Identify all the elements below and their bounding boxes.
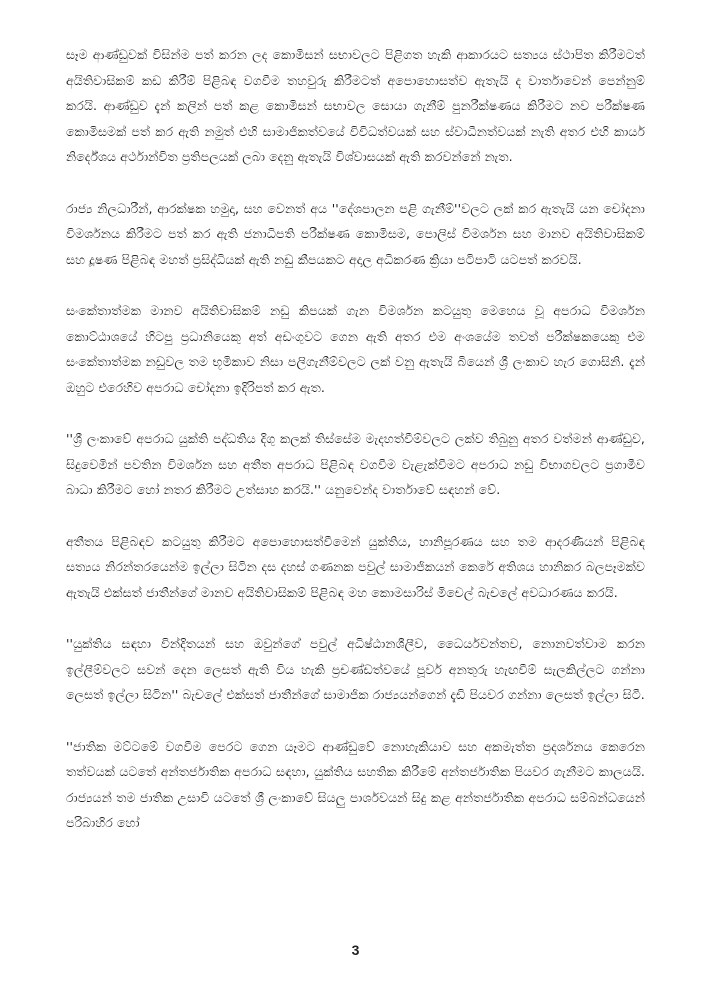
paragraph-presidential-commission: රාජ්‍ය නිලධාරීන්, ආරක්ෂක හමුදා, සහ වෙනත් අය ''දේශපාලන පළි ගැනීම්''වලට ලක් කර ඇතැයි යන චෝදනා විමර්ශනය කිරීමට පත් කර ඇති ජනාධිපති පරීක්ෂණ කොමිසම, පොලිස් විමර්ශන සහ මානව අයිතිවාසිකම් සහ දූෂණ පිළිබඳ මහත් ප්‍රසිද්ධියක් ඇති නඩු කීපයකට අදාල අධිකරණ ක්‍රියා පටිපාටි යටපත් කරවයි.	[66, 200, 645, 267]
paragraph-high-commissioner: අතීතය පිළිබඳව කටයුතු කිරීමට අපොහොසත්වීමෙන් යුක්තිය, හානිපූරණය සහ තම ආදරණීයන් පිළිබඳ සත්‍යය නිරන්තරයෙන්ම ඉල්ලා සිටින දස දහස් ගණනක පවුල් සාමාජිකයන් කෙරේ අතිශය හානිකර බලපෑමක්ව ඇතැයි එක්සත් ජාතීන්ගේ මානව අයිතිවාසිකම් පිළිබඳ මහ කොමසාරිස් මිචෙල් බැචලේ අවධාරණය කරයි.	[66, 533, 645, 600]
paragraph-criminal-justice-quote: ''ශ්‍රී ලංකාවේ අපරාධ යුක්ති පද්ධතිය දිගු කලක් තිස්සේම මැදහත්වීම්වලට ලක්ව තිබුනු අතර වත්මන් ආණ්ඩුව, සිදුවෙමින් පවතින විමර්ශන සහ අතීත අපරාධ පිළිබඳ වගවීම වැළැක්වීමට අපරාධ නඩු විභාගවලට ප්‍රගාමීව බාධා කිරීමට හෝ නතර කිරීමට උත්සාහ කරයි.'' යනුවෙන්ද වාර්තාවේ සඳහන් වේ.	[66, 431, 645, 497]
page-number: 3	[351, 942, 360, 958]
paragraph-commissions: සෑම ආණ්ඩුවක් විසින්ම පත් කරන ලද කොමිසන් සභාවලට පිළිගත හැකි ආකාරයට සත්‍යය ස්ථාපිත කිරීමටත් අයිතිවාසිකම් කඩ කිරීම් පිළිබඳ වගවීම තහවුරු කිරීමටත් අපොහොසත්ව ඇතැයි ද වාර්තාවෙන් පෙන්නුම් කරයි. ආණ්ඩුව දැන් කලින් පත් කළ කොමිසන් සභාවල සොයා ගැනීම් පුනරීක්ෂණය කිරීමට නව පරීක්ෂණ කොමිසමක් පත් කර ඇති නමුත් එහි සාමාජිකත්වයේ විවිධත්වයක් සහ ස්වාධීනත්වයක් නැති අතර එහි කාර්ය නිර්දේශය අර්ථාන්විත ප්‍රතිපලයක් ලබා දෙනු ඇතැයි විශ්වාසයක් ඇති කරවන්නේ නැත.	[66, 47, 645, 164]
paragraph-international-action: ''ජාතික මට්ටමේ වගවීම පෙරට ගෙන යෑමට ආණ්ඩුවේ නොහැකියාව සහ අකමැත්ත ප්‍රදර්ශනය කෙරෙන තත්වයක් යටතේ අන්තර්ජාතික අපරාධ සඳහා, යුක්තිය සහතික කිරීමේ අන්තර්ජාතික පියවර ගැනීමට කාලයයි. රාජ්‍යයන් තම ජාතික උසාවි යටතේ ශ්‍රී ලංකාවේ සියලු පාර්ශවයන් සිදු කළ අන්තර්ජාතික අපරාධ සම්බන්ධයෙන් පරිබාහිර හෝ	[66, 738, 645, 830]
paragraph-bachelet-quote: ''යුක්තිය සඳහා වින්දිතයන් සහ ඔවුන්ගේ පවුල් අධිෂ්ඨානශීලීව, ධෛර්යවන්තව, නොනවත්වාම කරන ඉල්ලීම්වලට සවන් දෙන ලෙසත් ඇති විය හැකි ප්‍රචණ්ඩත්වයේ පූර්ව අනතුරු හැඟවීම් සැලකිල්ලට ගන්නා ලෙසත් ඉල්ලා සිටින'' බැචලේ එක්සත් ජාතීන්ගේ සාමාජික රාජ්‍යයන්ගෙන් දැඩි පියවර ගන්නා ලෙසත් ඉල්ලා සිටී.	[66, 636, 645, 702]
paragraph-cid-investigators: සංකේතාත්මක මානව අයිතිවාසිකම් නඩු කිපයක් ගැන විමර්ශන කටයුතු මෙහෙය වූ අපරාධ විමර්ශන කොට්ඨාශයේ හිටපු ප්‍රධානියෙකු අත් අඩංගුවට ගෙන ඇති අතර එම අංශයේම තවත් පරීක්ෂකයෙකු එම සංකේතාත්මක නඩුවල තම භූමිකාව නිසා පලිගැනීම්වලට ලක් වනු ඇතැයි බියෙන් ශ්‍රී ලංකාව හැර ගොසිනි. දැන් ඔහුට එරෙහිව අපරාධ චෝදනා ඉදිරිපත් කර ඇත.	[66, 303, 645, 395]
